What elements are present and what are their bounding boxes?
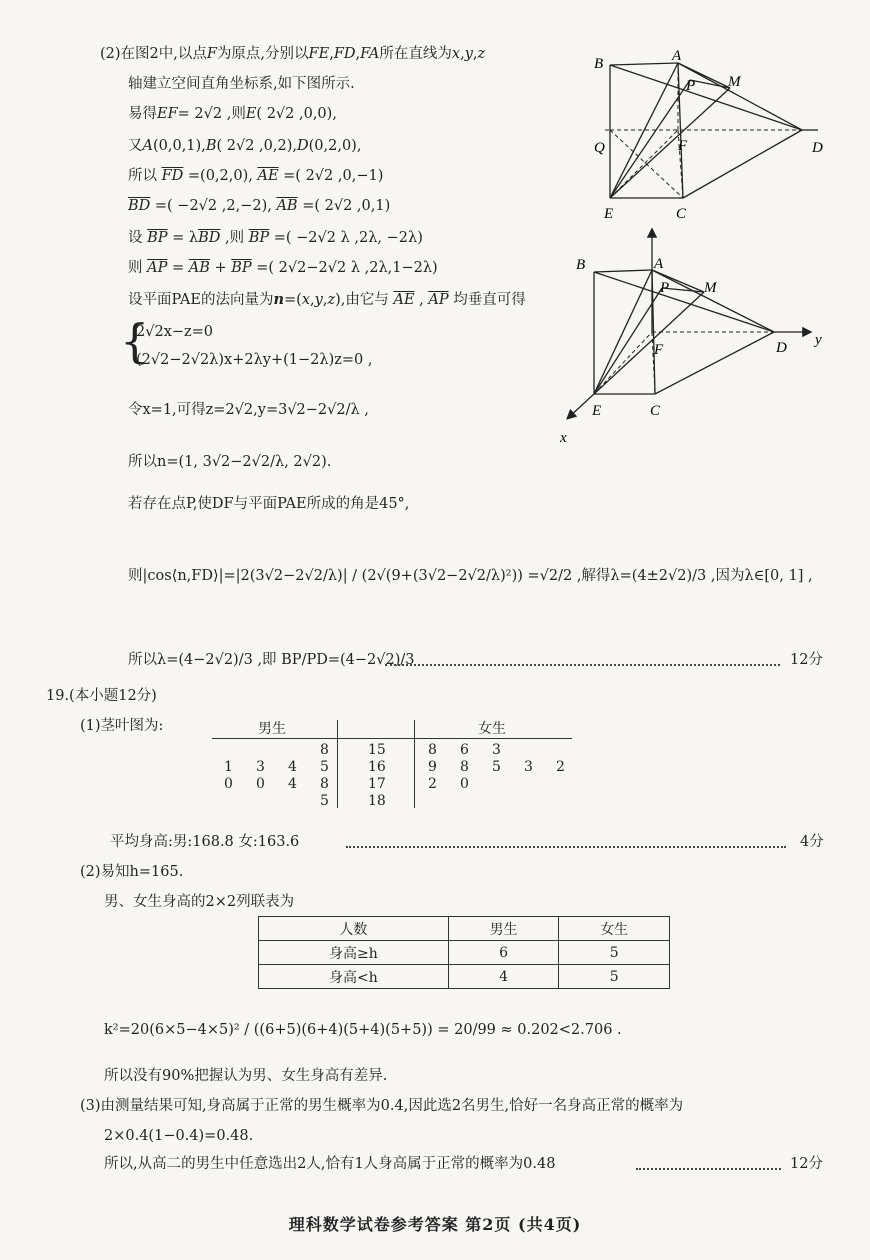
q19-heading: 19.(本小题12分): [46, 688, 157, 704]
stemleaf-rule: [212, 738, 572, 739]
figure-1-diagram: [580, 40, 840, 230]
stem-value: 16: [368, 759, 386, 775]
stem-value: 15: [368, 742, 386, 758]
page-footer: 理科数学试卷参考答案 第2页 (共4页): [288, 1215, 582, 1234]
conclusion-line: 所以没有90%把握认为男、女生身高有差异.: [104, 1068, 388, 1084]
cos-line: 则|cos⟨n,FD⟩|=|2(3√2−2√2/λ)| / (2√(9+(3√2−2√2/λ)²)) =√2/2 ,解得λ=(4±2√2)/3 ,因为λ∈[0, 1] ,: [128, 568, 813, 584]
table-cell: 4: [448, 965, 559, 989]
female-leaf: 2: [556, 759, 565, 775]
fig1-label-e: E: [604, 206, 614, 222]
system-eq1: 2√2x−z=0: [136, 324, 214, 340]
fig1-label-a: A: [672, 48, 682, 64]
stem-value: 18: [368, 793, 386, 809]
table-row: [259, 965, 670, 989]
figure-2-diagram: [552, 222, 842, 452]
male-leaf: 0: [256, 776, 265, 792]
k2-line: k²=20(6×5−4×5)² / ((6+5)(6+4)(5+4)(5+5)) = 20/99 ≈ 0.202<2.706 .: [104, 1022, 622, 1038]
stemleaf-divider-left: [337, 720, 338, 808]
p2-line-axis: 轴建立空间直角坐标系,如下图所示.: [128, 76, 355, 92]
fig1-label-b: B: [594, 56, 604, 72]
contingency-table: [258, 916, 670, 989]
table-header-row: [259, 917, 670, 941]
stemleaf-divider-right: [414, 720, 415, 808]
p2-line-vectors2: $\overline{BD}$ =( −2√2 ,2,−2), $\overline{AB}$ =( 2√2 ,0,1): [128, 198, 391, 214]
fig2-axis-x: x: [560, 430, 567, 446]
p2-line-bp: 设 $\overline{BP} = \lambda\overline{BD}$ ,则 $\overline{BP}$ =( −2√2 λ ,2λ, −2λ): [128, 230, 423, 246]
fig1-label-q: Q: [594, 140, 605, 156]
female-leaf: 8: [428, 742, 437, 758]
table-header-cell: 女生: [559, 917, 670, 941]
male-leaf: 5: [320, 793, 329, 809]
male-leaf: 1: [224, 759, 233, 775]
stemleaf-male-header: 男生: [258, 721, 286, 737]
female-leaf: 3: [524, 759, 533, 775]
male-leaf: 8: [320, 776, 329, 792]
p2-line-ap: 则 $\overline{AP} = \overline{AB} + \overline{BP}$ =( 2√2−2√2 λ ,2λ,1−2λ): [128, 260, 438, 276]
p3-line1: (3)由测量结果可知,身高属于正常的男生概率为0.4,因此选2名男生,恰好一名身高正常的概率为: [80, 1098, 684, 1114]
male-leaf: 5: [320, 759, 329, 775]
n-line: 所以n=(1, 3√2−2√2/λ, 2√2).: [128, 454, 332, 470]
dotted-leader: [346, 846, 786, 848]
p3-line2: 2×0.4(1−0.4)=0.48.: [104, 1128, 254, 1144]
stem-value: 17: [368, 776, 386, 792]
dotted-leader: [636, 1168, 781, 1170]
p2-line-normal: 设平面PAE的法向量为n=(x,y,z),由它与 $\overline{AE}$ , $\overline{AP}$ 均垂直可得: [128, 291, 526, 308]
fig1-label-d: D: [812, 140, 823, 156]
fig1-label-m: M: [728, 74, 741, 90]
table-row: [259, 941, 670, 965]
p2-line-vectors1: 所以 $\overline{FD} =(0,2,0)$, $\overline{AE}$ =( 2√2 ,0,−1): [128, 168, 384, 184]
fig2-label-p: P: [660, 280, 670, 296]
female-leaf: 5: [492, 759, 501, 775]
fig2-label-m: M: [704, 280, 717, 296]
fig2-label-a: A: [654, 256, 664, 272]
p2-line-coords: 又A(0,0,1),B( 2√2 ,0,2),D(0,2,0),: [128, 138, 362, 154]
system-eq2: (2√2−2√2λ)x+2λy+(1−2λ)z=0 ,: [136, 352, 373, 368]
female-leaf: 9: [428, 759, 437, 775]
fig2-label-f: F: [654, 342, 664, 358]
result-line: 所以λ=(4−2√2)/3 ,即 BP/PD=(4−2√2)/3: [128, 652, 415, 668]
system-brace: {: [120, 314, 150, 368]
male-leaf: 4: [288, 776, 297, 792]
p2-intro-line: (2)在图2中,以点F为原点,分别以FE,FD,FA所在直线为x,y,z: [100, 46, 486, 62]
score-4: 4分: [800, 834, 824, 850]
q19-p1-label: (1)茎叶图为:: [80, 718, 164, 734]
stemleaf-female-header: 女生: [478, 721, 506, 737]
female-leaf: 0: [460, 776, 469, 792]
p2-line-ef: 易得EF= 2√2 ,则E( 2√2 ,0,0),: [128, 106, 337, 122]
table-cell: 5: [559, 965, 670, 989]
female-leaf: 8: [460, 759, 469, 775]
table-cell: 身高≥h: [259, 941, 449, 965]
fig1-label-f: F: [678, 138, 688, 154]
fig2-label-c: C: [650, 403, 661, 419]
male-leaf: 0: [224, 776, 233, 792]
fig2-label-b: B: [576, 257, 586, 273]
fig2-axis-y: y: [815, 332, 822, 348]
p3-line3: 所以,从高二的男生中任意选出2人,恰有1人身高属于正常的概率为0.48: [104, 1156, 556, 1172]
exist-line: 若存在点P,使DF与平面PAE所成的角是45°,: [128, 496, 410, 512]
table-cell: 6: [448, 941, 559, 965]
male-leaf: 3: [256, 759, 265, 775]
dotted-leader: [385, 664, 780, 666]
table-intro: 男、女生身高的2×2列联表为: [104, 894, 295, 910]
fig1-label-p: P: [686, 78, 696, 94]
table-header-cell: 人数: [259, 917, 449, 941]
table-header-cell: 男生: [448, 917, 559, 941]
fig2-label-d: D: [776, 340, 787, 356]
female-leaf: 3: [492, 742, 501, 758]
avg-line: 平均身高:男:168.8 女:163.6: [110, 834, 300, 850]
table-cell: 身高<h: [259, 965, 449, 989]
male-leaf: 4: [288, 759, 297, 775]
let-line: 令x=1,可得z=2√2,y=3√2−2√2/λ ,: [128, 402, 369, 418]
score-12-b: 12分: [790, 1156, 823, 1172]
female-leaf: 6: [460, 742, 469, 758]
fig2-label-e: E: [592, 403, 602, 419]
table-cell: 5: [559, 941, 670, 965]
p2-h-line: (2)易知h=165.: [80, 864, 184, 880]
male-leaf: 8: [320, 742, 329, 758]
fig1-label-c: C: [676, 206, 687, 222]
score-12-a: 12分: [790, 652, 823, 668]
female-leaf: 2: [428, 776, 437, 792]
